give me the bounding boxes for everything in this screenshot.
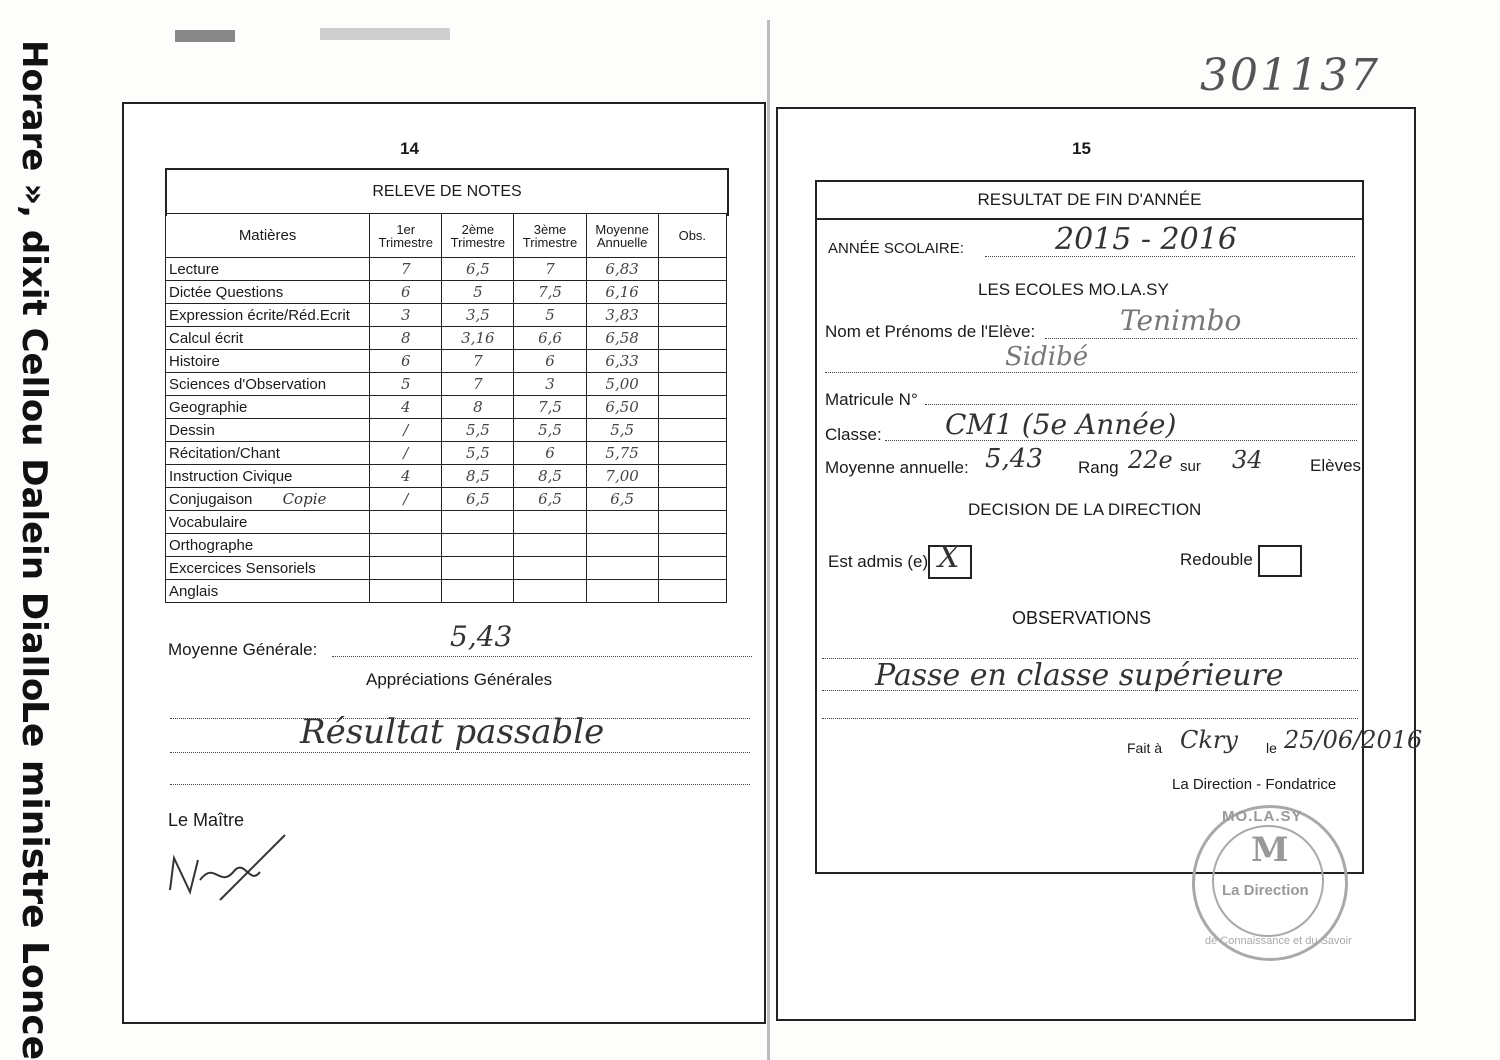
subject-cell: Geographie [166,396,370,419]
moyenne-annuelle-label: Moyenne annuelle: [825,458,969,477]
grade-cell: 5,5 [442,419,514,442]
obs-cell [658,465,726,488]
average-cell: 6,16 [586,281,658,304]
subject-cell: Histoire [166,350,370,373]
subject-cell: Lecture [166,258,370,281]
maitre-label: Le Maître [168,810,245,830]
grade-cell: 6 [370,350,442,373]
matricule-label: Matricule N° [825,390,918,409]
stamp-ring-text: de Connaissance et du Savoir [1205,935,1352,947]
subject-cell: Dictée Questions [166,281,370,304]
grade-cell [514,511,586,534]
table-row [166,258,727,281]
average-cell [586,511,658,534]
table-row [166,396,727,419]
obs-cell [658,580,726,603]
average-cell: 6,33 [586,350,658,373]
obs-cell [658,511,726,534]
average-cell [586,557,658,580]
subject-cell: Dessin [166,419,370,442]
grade-cell: 8,5 [514,465,586,488]
grade-cell [370,511,442,534]
grade-cell: 7,5 [514,281,586,304]
average-cell: 6,58 [586,327,658,350]
dotted-line [170,784,750,785]
obs-cell [658,327,726,350]
table-row [166,488,727,511]
average-cell [586,580,658,603]
releve-title: RELEVE DE NOTES [165,168,729,216]
obs-cell [658,258,726,281]
result-title: RESULTAT DE FIN D'ANNÉE [817,182,1362,220]
grade-cell: 5,5 [442,442,514,465]
side-text-top: Horare », dixit Cellou Dalein Diallo [14,40,54,702]
moyenne-annuelle-value: 5,43 [985,444,1043,474]
table-row [166,373,727,396]
stamp-center-text: La Direction [1222,882,1309,899]
sur-label: sur [1180,458,1201,475]
fait-label: Fait à [1127,740,1163,756]
average-cell: 6,83 [586,258,658,281]
table-row [166,465,727,488]
grade-cell: 7,5 [514,396,586,419]
average-cell: 5,75 [586,442,658,465]
subject-cell: Orthographe [166,534,370,557]
subject-note: Copie [282,490,327,508]
grade-cell: 3,5 [442,304,514,327]
admis-label: Est admis (e) [828,552,929,571]
grade-cell: 8 [370,327,442,350]
decision-title: DECISION DE LA DIRECTION [968,500,1202,519]
admis-mark: X [938,540,960,575]
subject-cell: Instruction Civique [166,465,370,488]
date-value: 25/06/2016 [1284,726,1423,754]
grade-cell [442,511,514,534]
header-t3: 3ème Trimestre [514,214,586,258]
average-cell: 6,5 [586,488,658,511]
subject-label: Conjugaison [169,491,253,508]
header-obs: Obs. [658,214,726,258]
grade-cell: 6 [514,442,586,465]
grade-cell [442,580,514,603]
page-number-right: 15 [1072,139,1091,158]
dotted-line [825,372,1357,373]
annee-label: ANNÉE SCOLAIRE: [828,240,964,257]
grade-cell [370,534,442,557]
grade-cell [370,580,442,603]
moyenne-generale-value: 5,43 [450,620,513,653]
subject-cell: Anglais [166,580,370,603]
header-t2: 2ème Trimestre [442,214,514,258]
grade-cell: 6 [370,281,442,304]
subject-cell: Vocabulaire [166,511,370,534]
grade-cell: / [370,419,442,442]
classe-value: CM1 (5e Année) [945,408,1177,441]
average-cell: 5,5 [586,419,658,442]
grade-cell: 6,5 [442,258,514,281]
nom-label: Nom et Prénoms de l'Elève: [825,322,1036,341]
obs-cell [658,281,726,304]
grade-cell: 7 [442,373,514,396]
grade-cell: 6,5 [442,488,514,511]
grade-cell [514,534,586,557]
grade-cell: 8 [442,396,514,419]
header-matieres: Matières [166,214,370,258]
average-cell [586,534,658,557]
grade-cell: 5 [514,304,586,327]
table-row [166,580,727,603]
obs-cell [658,557,726,580]
side-text-bottom: Le ministre Lonce [14,700,55,1060]
rang-value: 22e [1128,446,1173,474]
appreciations-title: Appréciations Générales [366,670,553,689]
page-number-left: 14 [400,139,419,158]
page-fold [767,20,770,1060]
obs-cell [658,419,726,442]
stamp-letter: M [1251,830,1289,870]
grade-cell: 5 [370,373,442,396]
dotted-line [925,404,1357,405]
nom-value: Tenimbo [1120,304,1242,337]
table-row [166,419,727,442]
obs-cell [658,488,726,511]
subject-cell: Récitation/Chant [166,442,370,465]
obs-cell [658,442,726,465]
grade-cell: / [370,442,442,465]
grade-cell: 3 [514,373,586,396]
eleves-label: Elèves [1310,456,1362,475]
grade-cell: 3 [370,304,442,327]
appreciation-text: Résultat passable [300,712,605,752]
obs-cell [658,350,726,373]
grade-cell [442,534,514,557]
rang-label: Rang [1078,458,1119,477]
subject-cell: Sciences d'Observation [166,373,370,396]
dotted-line [822,718,1358,719]
subject-cell: Excercices Sensoriels [166,557,370,580]
redouble-label: Redouble [1180,550,1253,569]
grade-cell [514,580,586,603]
table-row [166,350,727,373]
average-cell: 5,00 [586,373,658,396]
average-cell: 7,00 [586,465,658,488]
header-t1: 1er Trimestre [370,214,442,258]
grade-cell: 5 [442,281,514,304]
grade-cell [370,557,442,580]
grade-cell: 7 [442,350,514,373]
table-row [166,304,727,327]
average-cell: 6,50 [586,396,658,419]
grade-cell: 6 [514,350,586,373]
scan-artifact [320,28,450,40]
table-row [166,281,727,304]
grade-cell [514,557,586,580]
dotted-line [332,656,752,657]
le-label: le [1266,740,1277,756]
grade-cell: 7 [514,258,586,281]
teacher-signature [160,830,290,910]
obs-cell [658,396,726,419]
grade-cell: 6,5 [514,488,586,511]
obs-cell [658,534,726,557]
observations-title: OBSERVATIONS [1012,608,1152,628]
classe-label: Classe: [825,425,882,444]
table-row [166,557,727,580]
table-row [166,442,727,465]
moyenne-generale-label: Moyenne Générale: [168,640,318,659]
prenom-value: Sidibé [1005,342,1089,372]
obs-cell [658,304,726,327]
dotted-line [1045,338,1357,339]
stamp-top-text: MO.LA.SY [1222,808,1303,825]
table-row [166,534,727,557]
grade-cell: 7 [370,258,442,281]
direction-label: La Direction - Fondatrice [1172,776,1337,793]
grade-cell [442,557,514,580]
subject-cell: Expression écrite/Réd.Ecrit [166,304,370,327]
grade-cell: 3,16 [442,327,514,350]
obs-cell [658,373,726,396]
average-cell: 3,83 [586,304,658,327]
table-row [166,511,727,534]
notes-table [165,213,727,603]
grade-cell: 6,6 [514,327,586,350]
table-row [166,327,727,350]
header-moyenne: Moyenne Annuelle [586,214,658,258]
grade-cell: 4 [370,396,442,419]
subject-cell: Calcul écrit [166,327,370,350]
document-number: 301137 [1200,50,1380,101]
sur-value: 34 [1232,446,1263,474]
dotted-line [170,752,750,753]
grade-cell: 4 [370,465,442,488]
annee-value: 2015 - 2016 [1055,222,1237,257]
observation-text: Passe en classe supérieure [875,658,1284,693]
grade-cell: / [370,488,442,511]
grade-cell: 8,5 [442,465,514,488]
grade-cell: 5,5 [514,419,586,442]
school-name: LES ECOLES MO.LA.SY [978,280,1169,299]
subject-cell [166,488,370,511]
fait-value: Ckry [1180,726,1238,754]
redouble-checkbox [1258,545,1302,577]
scan-artifact [175,30,235,42]
